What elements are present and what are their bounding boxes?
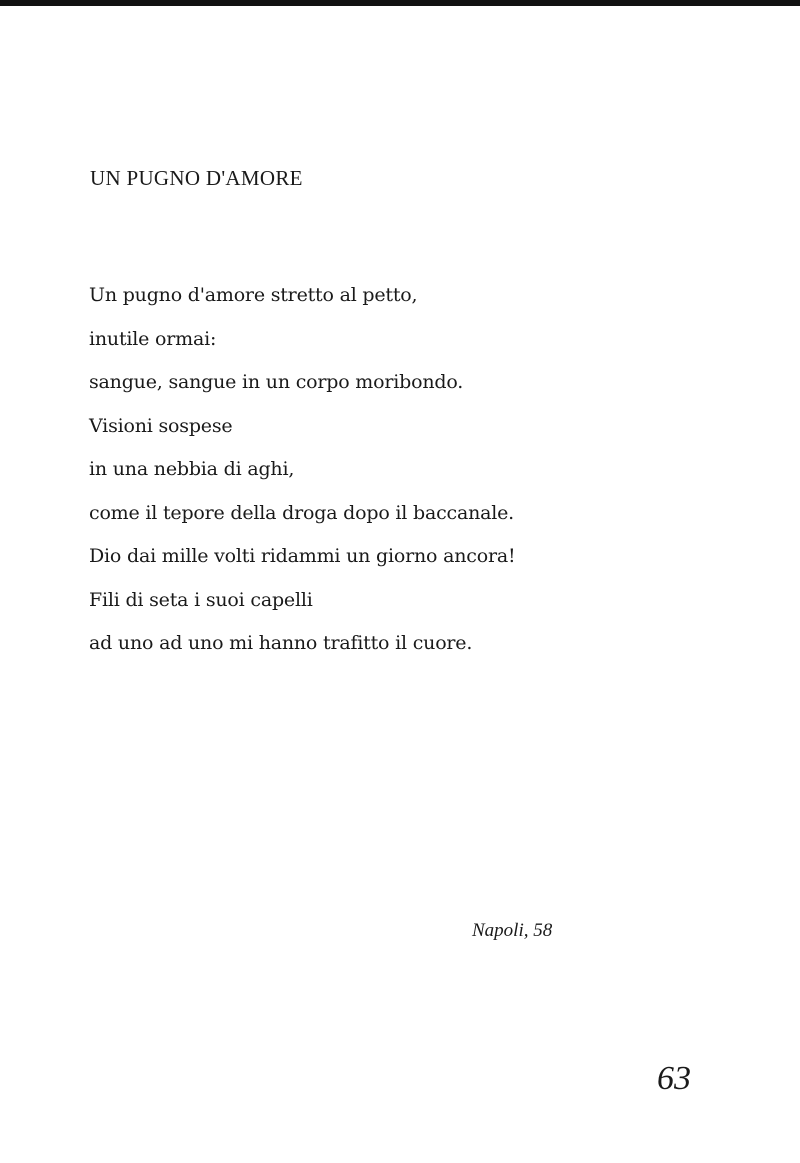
poem-line: Dio dai mille volti ridammi un giorno ancora! <box>89 545 516 567</box>
poem-title: UN PUGNO D'AMORE <box>90 166 303 190</box>
poem-line: Visioni sospese <box>89 414 233 437</box>
poem-line: Un pugno d'amore stretto al petto, <box>89 284 418 306</box>
poem-line: in una nebbia di aghi, <box>89 458 295 480</box>
poem-body <box>89 274 515 666</box>
page-top-edge <box>0 0 800 6</box>
poem-line: ad uno ad uno mi hanno trafitto il cuore. <box>89 632 473 654</box>
poem-line: come il tepore della droga dopo il baccanale. <box>89 501 515 524</box>
poem-line: sangue, sangue in un corpo moribondo. <box>89 371 464 393</box>
place-date-signature: Napoli, 58 <box>472 920 553 941</box>
poem-line: Fili di seta i suoi capelli <box>89 588 313 611</box>
page-number: 63 <box>657 1060 691 1097</box>
poem-line: inutile ormai: <box>89 327 217 350</box>
